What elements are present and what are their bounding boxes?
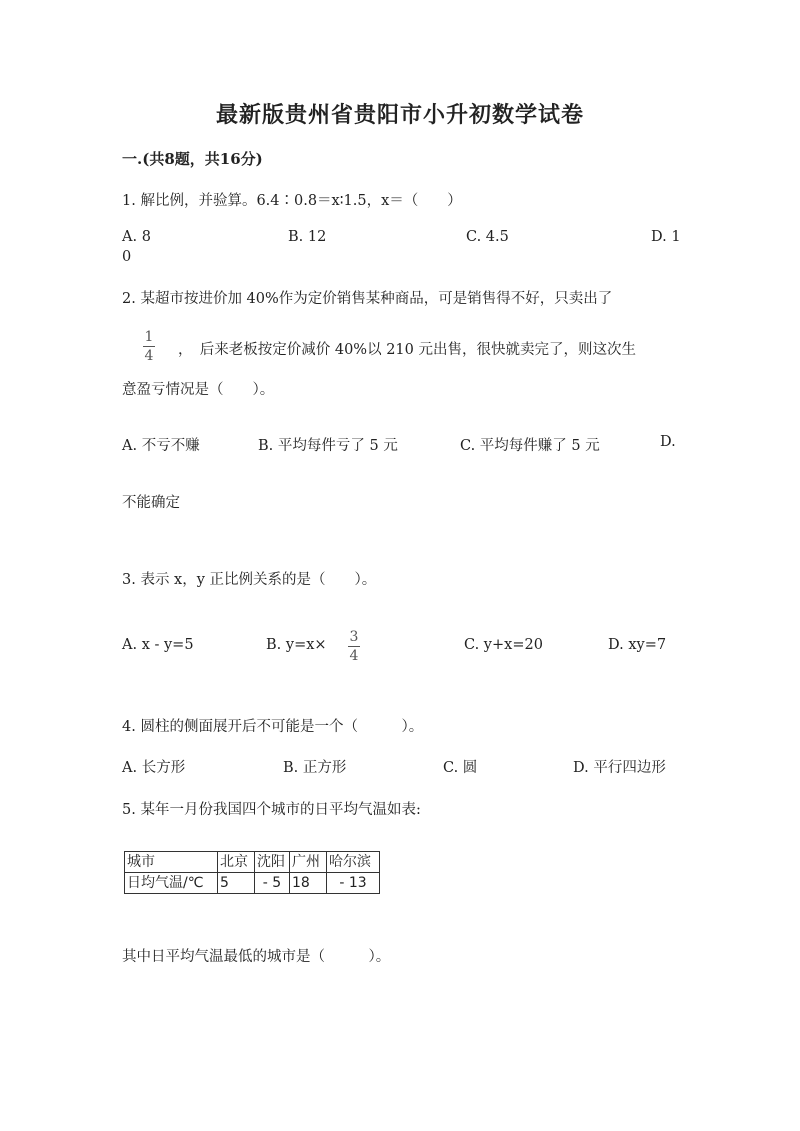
- question-1-stem: 1. 解比例，并验算。6.4∶0.8＝x∶1.5，x＝（ ）: [122, 193, 462, 209]
- q3-option-a[interactable]: A. x - y=5: [122, 637, 194, 653]
- question-5-question: 其中日平均气温最低的城市是（ ）。: [122, 949, 391, 965]
- question-3-stem: 3. 表示 x，y 正比例关系的是（ ）。: [122, 572, 377, 588]
- table-header-row: [125, 852, 380, 873]
- fraction-bar: [143, 346, 155, 347]
- fraction-denominator: 4: [349, 648, 359, 664]
- q2-option-d-text: 不能确定: [122, 495, 180, 511]
- q4-option-a[interactable]: A. 长方形: [122, 760, 186, 776]
- table-cell: - 5: [255, 873, 290, 894]
- q2-option-b[interactable]: B. 平均每件亏了 5 元: [258, 438, 398, 454]
- table-row: [125, 873, 380, 894]
- q3-option-d[interactable]: D. xy=7: [608, 637, 667, 653]
- q3-fraction: [348, 629, 360, 664]
- q4-option-d[interactable]: D. 平行四边形: [573, 760, 666, 776]
- q2-fraction: [143, 329, 155, 364]
- section-heading: 一.(共8题，共16分): [122, 150, 263, 168]
- table-cell: - 13: [327, 873, 380, 894]
- table-cell: 哈尔滨: [327, 852, 380, 873]
- table-cell: 北京: [218, 852, 255, 873]
- question-2-line-3: 意盈亏情况是（ ）。: [122, 382, 275, 398]
- q3-option-c[interactable]: C. y+x=20: [464, 637, 543, 653]
- q2-option-d[interactable]: D.: [660, 434, 676, 450]
- table-cell: 18: [290, 873, 327, 894]
- q4-option-c[interactable]: C. 圆: [443, 760, 478, 776]
- table-cell: 日均气温/℃: [125, 873, 218, 894]
- q1-option-c[interactable]: C. 4.5: [466, 229, 509, 245]
- table-cell: 广州: [290, 852, 327, 873]
- q3-option-b[interactable]: B. y=x×: [266, 637, 327, 653]
- table-cell: 5: [218, 873, 255, 894]
- question-2-line-1: 2. 某超市按进价加 40%作为定价销售某种商品，可是销售得不好，只卖出了: [122, 291, 613, 307]
- question-4-stem: 4. 圆柱的侧面展开后不可能是一个（ ）。: [122, 719, 424, 735]
- q1-option-d-wrap: 0: [122, 249, 132, 265]
- table-cell: 城市: [125, 852, 218, 873]
- table-cell: 沈阳: [255, 852, 290, 873]
- q1-option-a[interactable]: A. 8: [122, 229, 151, 245]
- question-5-stem: 5. 某年一月份我国四个城市的日平均气温如表:: [122, 802, 421, 818]
- q2-option-c[interactable]: C. 平均每件赚了 5 元: [460, 438, 600, 454]
- temperature-table: [124, 851, 380, 894]
- fraction-numerator: 1: [144, 329, 154, 345]
- q1-option-d[interactable]: D. 1: [651, 229, 681, 245]
- question-2-line-2: ， 后来老板按定价减价 40%以 210 元出售，很快就卖完了，则这次生: [178, 342, 636, 358]
- q1-option-b[interactable]: B. 12: [288, 229, 327, 245]
- fraction-bar: [348, 646, 360, 647]
- exam-title: 最新版贵州省贵阳市小升初数学试卷: [215, 102, 584, 128]
- fraction-denominator: 4: [144, 348, 154, 364]
- fraction-numerator: 3: [349, 629, 359, 645]
- q4-option-b[interactable]: B. 正方形: [283, 760, 347, 776]
- q2-option-a[interactable]: A. 不亏不赚: [122, 438, 200, 454]
